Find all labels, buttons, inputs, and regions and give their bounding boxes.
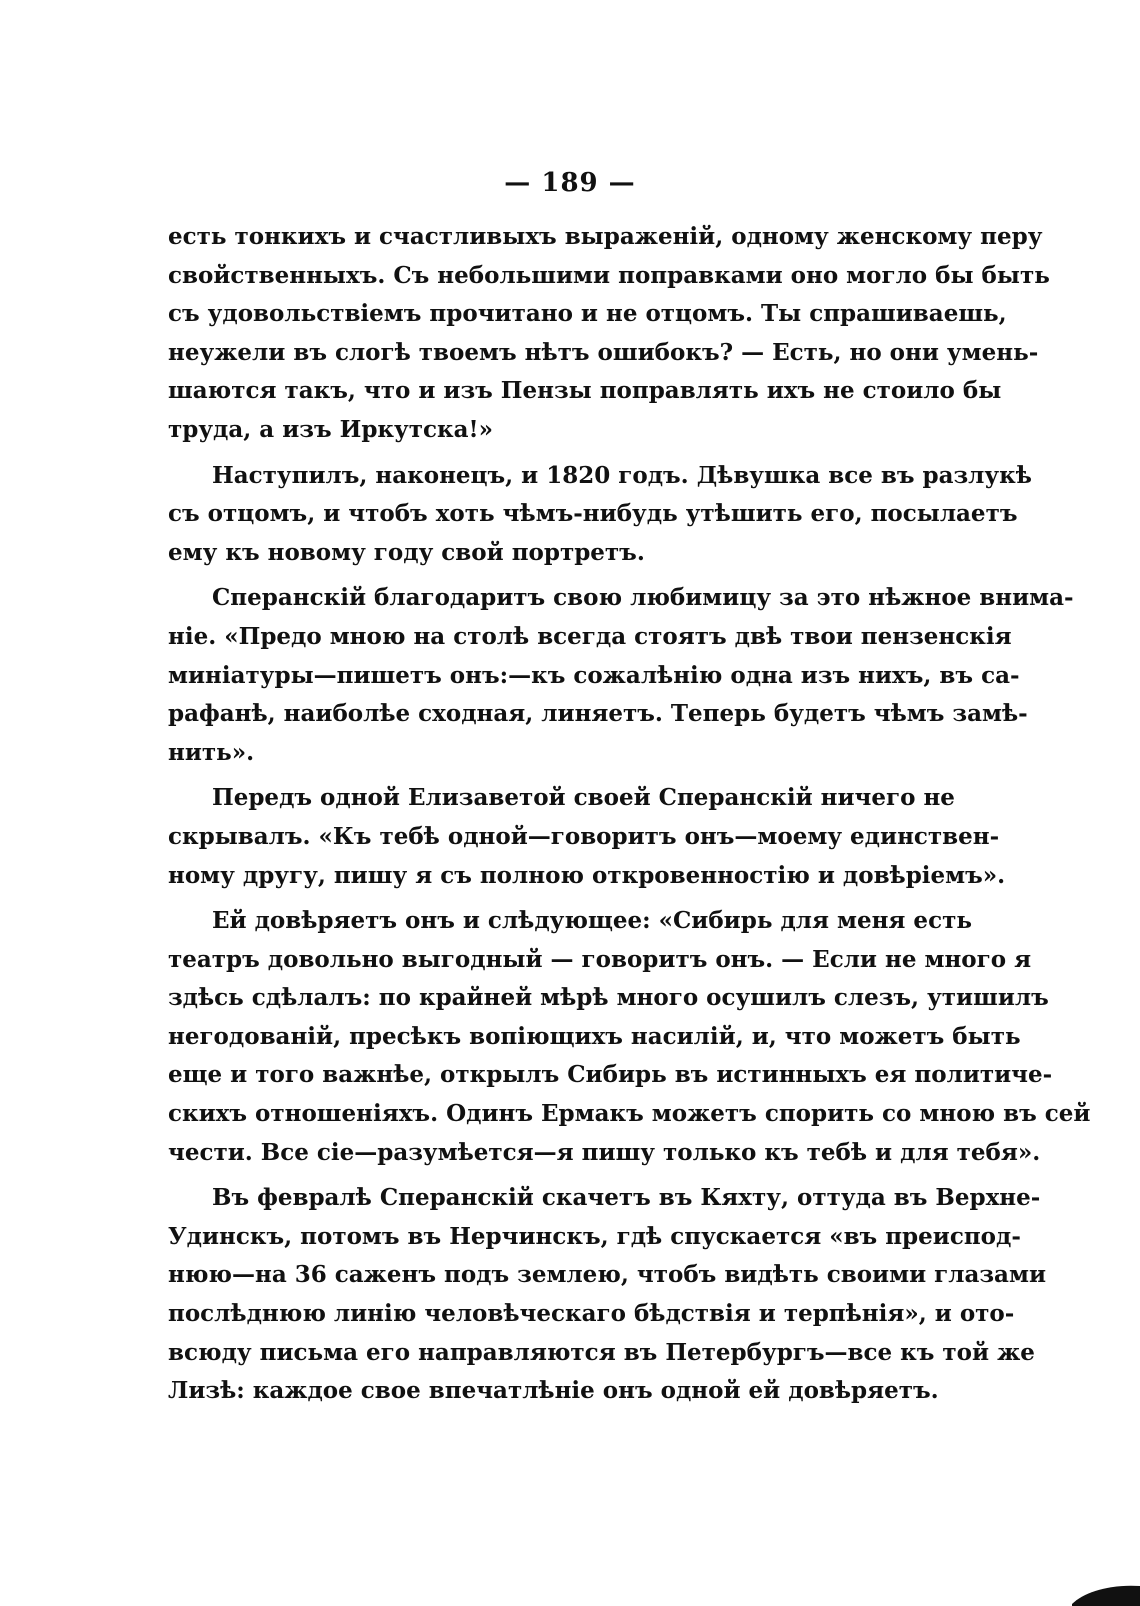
page-number: — 189 —	[504, 168, 636, 198]
body-text	[168, 218, 1091, 1411]
text-line: миніатуры—пишетъ онъ:—къ сожалѣнію одна изъ нихъ, въ са-	[168, 661, 1020, 689]
text-line: Передъ одной Елизаветой своей Сперанскій ничего не	[212, 784, 955, 812]
text-line: скихъ отношеніяхъ. Одинъ Ермакъ можетъ спорить со мною въ сей	[168, 1100, 1091, 1128]
text-line: еще и того важнѣе, открылъ Сибирь въ истинныхъ ея политиче-	[168, 1061, 1053, 1089]
paragraph	[168, 902, 1091, 1172]
text-line: нюю—на 36 саженъ подъ землею, чтобъ видѣть своими глазами	[168, 1261, 1046, 1289]
text-line: съ отцомъ, и чтобъ хоть чѣмъ-нибудь утѣшить его, посылаетъ	[168, 500, 1018, 528]
text-line: Лизѣ: каждое свое впечатлѣніе онъ одной ей довѣряетъ.	[168, 1377, 939, 1405]
text-line: здѣсь сдѣлалъ: по крайней мѣрѣ много осушилъ слезъ, утишилъ	[168, 984, 1049, 1012]
text-line: труда, а изъ Иркутска!»	[168, 415, 493, 443]
page-curl-mark	[1070, 1570, 1140, 1606]
text-line: рафанѣ, наиболѣе сходная, линяетъ. Теперь будетъ чѣмъ замѣ-	[168, 700, 1028, 728]
paragraph	[168, 218, 1050, 450]
text-line: негодованій, пресѣкъ вопіющихъ насилій, и, что можетъ быть	[168, 1022, 1021, 1050]
text-line: нить».	[168, 738, 255, 766]
text-line: Сперанскій благодаритъ свою любимицу за это нѣжное внима-	[212, 584, 1074, 612]
text-line: Въ февралѣ Сперанскій скачетъ въ Кяхту, оттуда въ Верхне-	[212, 1184, 1041, 1212]
text-line: Ей довѣряетъ онъ и слѣдующее: «Сибирь для меня есть	[212, 907, 972, 935]
text-line: свойственныхъ. Съ небольшими поправками оно могло бы быть	[168, 261, 1050, 289]
text-line: шаются такъ, что и изъ Пензы поправлять ихъ не стоило бы	[168, 377, 1002, 405]
text-line: Удинскъ, потомъ въ Нерчинскъ, гдѣ спускается «въ преиспод-	[168, 1222, 1021, 1250]
text-line: всюду письма его направляются въ Петербургъ—все къ той же	[168, 1338, 1035, 1366]
text-line: чести. Все сіе—разумѣется—я пишу только къ тебѣ и для тебя».	[168, 1138, 1041, 1166]
text-line: скрывалъ. «Къ тебѣ одной—говоритъ онъ—моему единствен-	[168, 822, 1000, 850]
text-line: есть тонкихъ и счастливыхъ выраженій, одному женскому перу	[168, 223, 1043, 250]
text-line: ему къ новому году свой портретъ.	[168, 538, 645, 566]
text-line: ному другу, пишу я съ полною откровенностію и довѣріемъ».	[168, 861, 1006, 889]
text-line: театръ довольно выгодный — говоритъ онъ. — Если не много я	[168, 945, 1032, 973]
text-line: послѣднюю линію человѣческаго бѣдствія и терпѣнія», и ото-	[168, 1300, 1015, 1328]
paragraph	[168, 457, 1032, 573]
text-line: Наступилъ, наконецъ, и 1820 годъ. Дѣвушка все въ разлукѣ	[212, 461, 1032, 489]
paragraph	[168, 779, 1006, 895]
text-line: съ удовольствіемъ прочитано и не отцомъ. Ты спрашиваешь,	[168, 300, 1007, 328]
paragraph	[168, 579, 1074, 772]
text-line: ніе. «Предо мною на столѣ всегда стоятъ двѣ твои пензенскія	[168, 622, 1012, 650]
paragraph	[168, 1179, 1046, 1411]
text-line: неужели въ слогѣ твоемъ нѣтъ ошибокъ? — Есть, но они умень-	[168, 338, 1039, 366]
